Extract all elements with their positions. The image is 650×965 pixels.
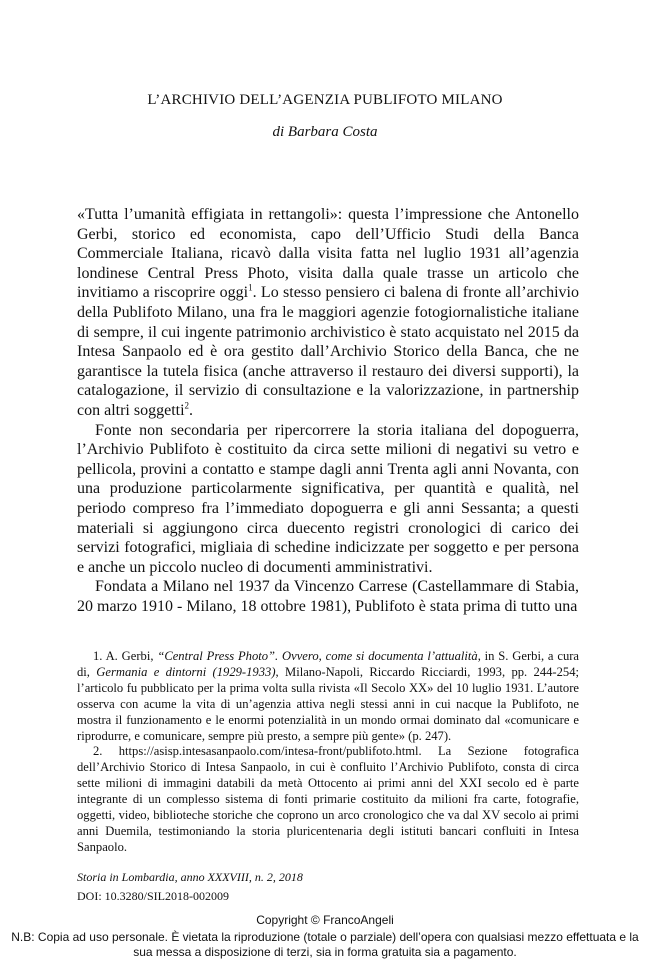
article-author: di Barbara Costa	[272, 124, 378, 140]
journal-citation: Storia in Lombardia, anno XXXVIII, n. 2, 2018	[77, 870, 303, 884]
body-paragraph-1	[77, 205, 579, 421]
paragraph-text: .	[189, 401, 194, 419]
footnote-ref-2: 2	[184, 400, 190, 411]
footnote-book-title: Germania e dintorni (1929-1933)	[96, 664, 276, 679]
article-title: L’ARCHIVIO DELL’AGENZIA PUBLIFOTO MILANO	[147, 92, 503, 108]
article-body	[77, 205, 579, 616]
footnote-text: , in S. Gerbi, a cura di,	[77, 649, 580, 679]
doi: DOI: 10.3280/SIL2018-002009	[77, 889, 229, 903]
paragraph-text: . Lo stesso pensiero ci balena di fronte all’archivio della Publifoto Milano, una fra le maggiori agenzie fotogiornalistiche italiane di sempre, il cui ingente patrimonio archivistico è stato acquistato nel 2015 da Intesa Sanpaolo ed è ora gestito dall’Archivio Storico della Banca, che ne garantisce la tutela fisica (anche attraverso il restauro dei diversi supporti), la catalogazione, il servizio di consultazione e la valorizzazione, in partnership con altri soggetti	[77, 284, 580, 419]
footnote-article-title: “Central Press Photo”. Ovvero, come si documenta l’attualità	[157, 649, 478, 663]
footnote-text: , Milano-Napoli, Riccardo Ricciardi, 1993, pp. 244-254; l’articolo fu pubblicato per la prima volta sulla rivista «Il Secolo XX» del 10 luglio 1931. L’autore osserva con acume la vita di un’agenzia attiva negli stessi anni in cui nacque la Publifoto, ne mostra il funzionamento e le enormi potenzialità in un mondo ormai dominato dal «comunicare e riprodurre, e comunicare, sempre più presto, a sempre più gente» (p. 247).	[77, 664, 579, 743]
usage-notice: N.B: Copia ad uso personale. È vietata la riproduzione (totale o parziale) dell’opera con qualsiasi mezzo effettuata e la sua messa a disposizione di terzi, sia in forma gratuita sia a pagamento.	[11, 930, 639, 959]
footnote-2: 2. https://asisp.intesasanpaolo.com/intesa-front/publifoto.html. La Sezione fotografica dell’Archivio Storico di Intesa Sanpaolo, in cui è confluito l’Archivio Publifoto, consta di circa sette milioni di immagini databili da metà Ottocento ai primi anni del XXI secolo ed è parte integrante di un complesso sistema di fonti primarie costituito da milioni fra carte, fotografie, oggetti, video, biblioteche storiche che coprono un arco cronologico che va dal XV secolo ai primi anni Duemila, testimoniando la storia pluricentenaria degli istituti bancari confluiti in Intesa Sanpaolo.	[77, 744, 579, 854]
paragraph-text: «Tutta l’umanità effigiata in rettangoli»: questa l’impressione che Antonello Gerbi, storico ed economista, capo dell’Ufficio Studi della Banca Commerciale Italiana, ricavò dalla visita fatta nel luglio 1931 all’agenzia londinese Central Press Photo, visita dalla quale trasse un articolo che invitiamo a riscoprire oggi	[77, 206, 579, 302]
footnote-text: 1. A. Gerbi,	[93, 649, 158, 663]
footnote-ref-1: 1	[248, 283, 253, 294]
copyright-line: Copyright © FrancoAngeli	[256, 913, 394, 927]
body-paragraph-3: Fondata a Milano nel 1937 da Vincenzo Carrese (Castellammare di Stabia, 20 marzo 1910 - Milano, 18 ottobre 1981), Publifoto è stata prima di tutto una	[77, 578, 579, 615]
body-paragraph-2: Fonte non secondaria per ripercorrere la storia italiana del dopoguerra, l’Archivio Publifoto è costituito da circa sette milioni di negativi su vetro e pellicola, provini a contatto e stampe dagli anni Trenta agli anni Novanta, con una produzione particolarmente significativa, per quantità e qualità, nel periodo compreso fra l’immediato dopoguerra e gli anni Sessanta; a questi materiali si aggiungono circa duecento registri cronologici di carico dei servizi fotografici, migliaia di schedine indicizzate per soggetto e per persona e anche un piccolo nucleo di documenti amministrativi.	[77, 421, 579, 576]
footnote-1	[77, 649, 579, 744]
footnotes	[77, 649, 579, 856]
